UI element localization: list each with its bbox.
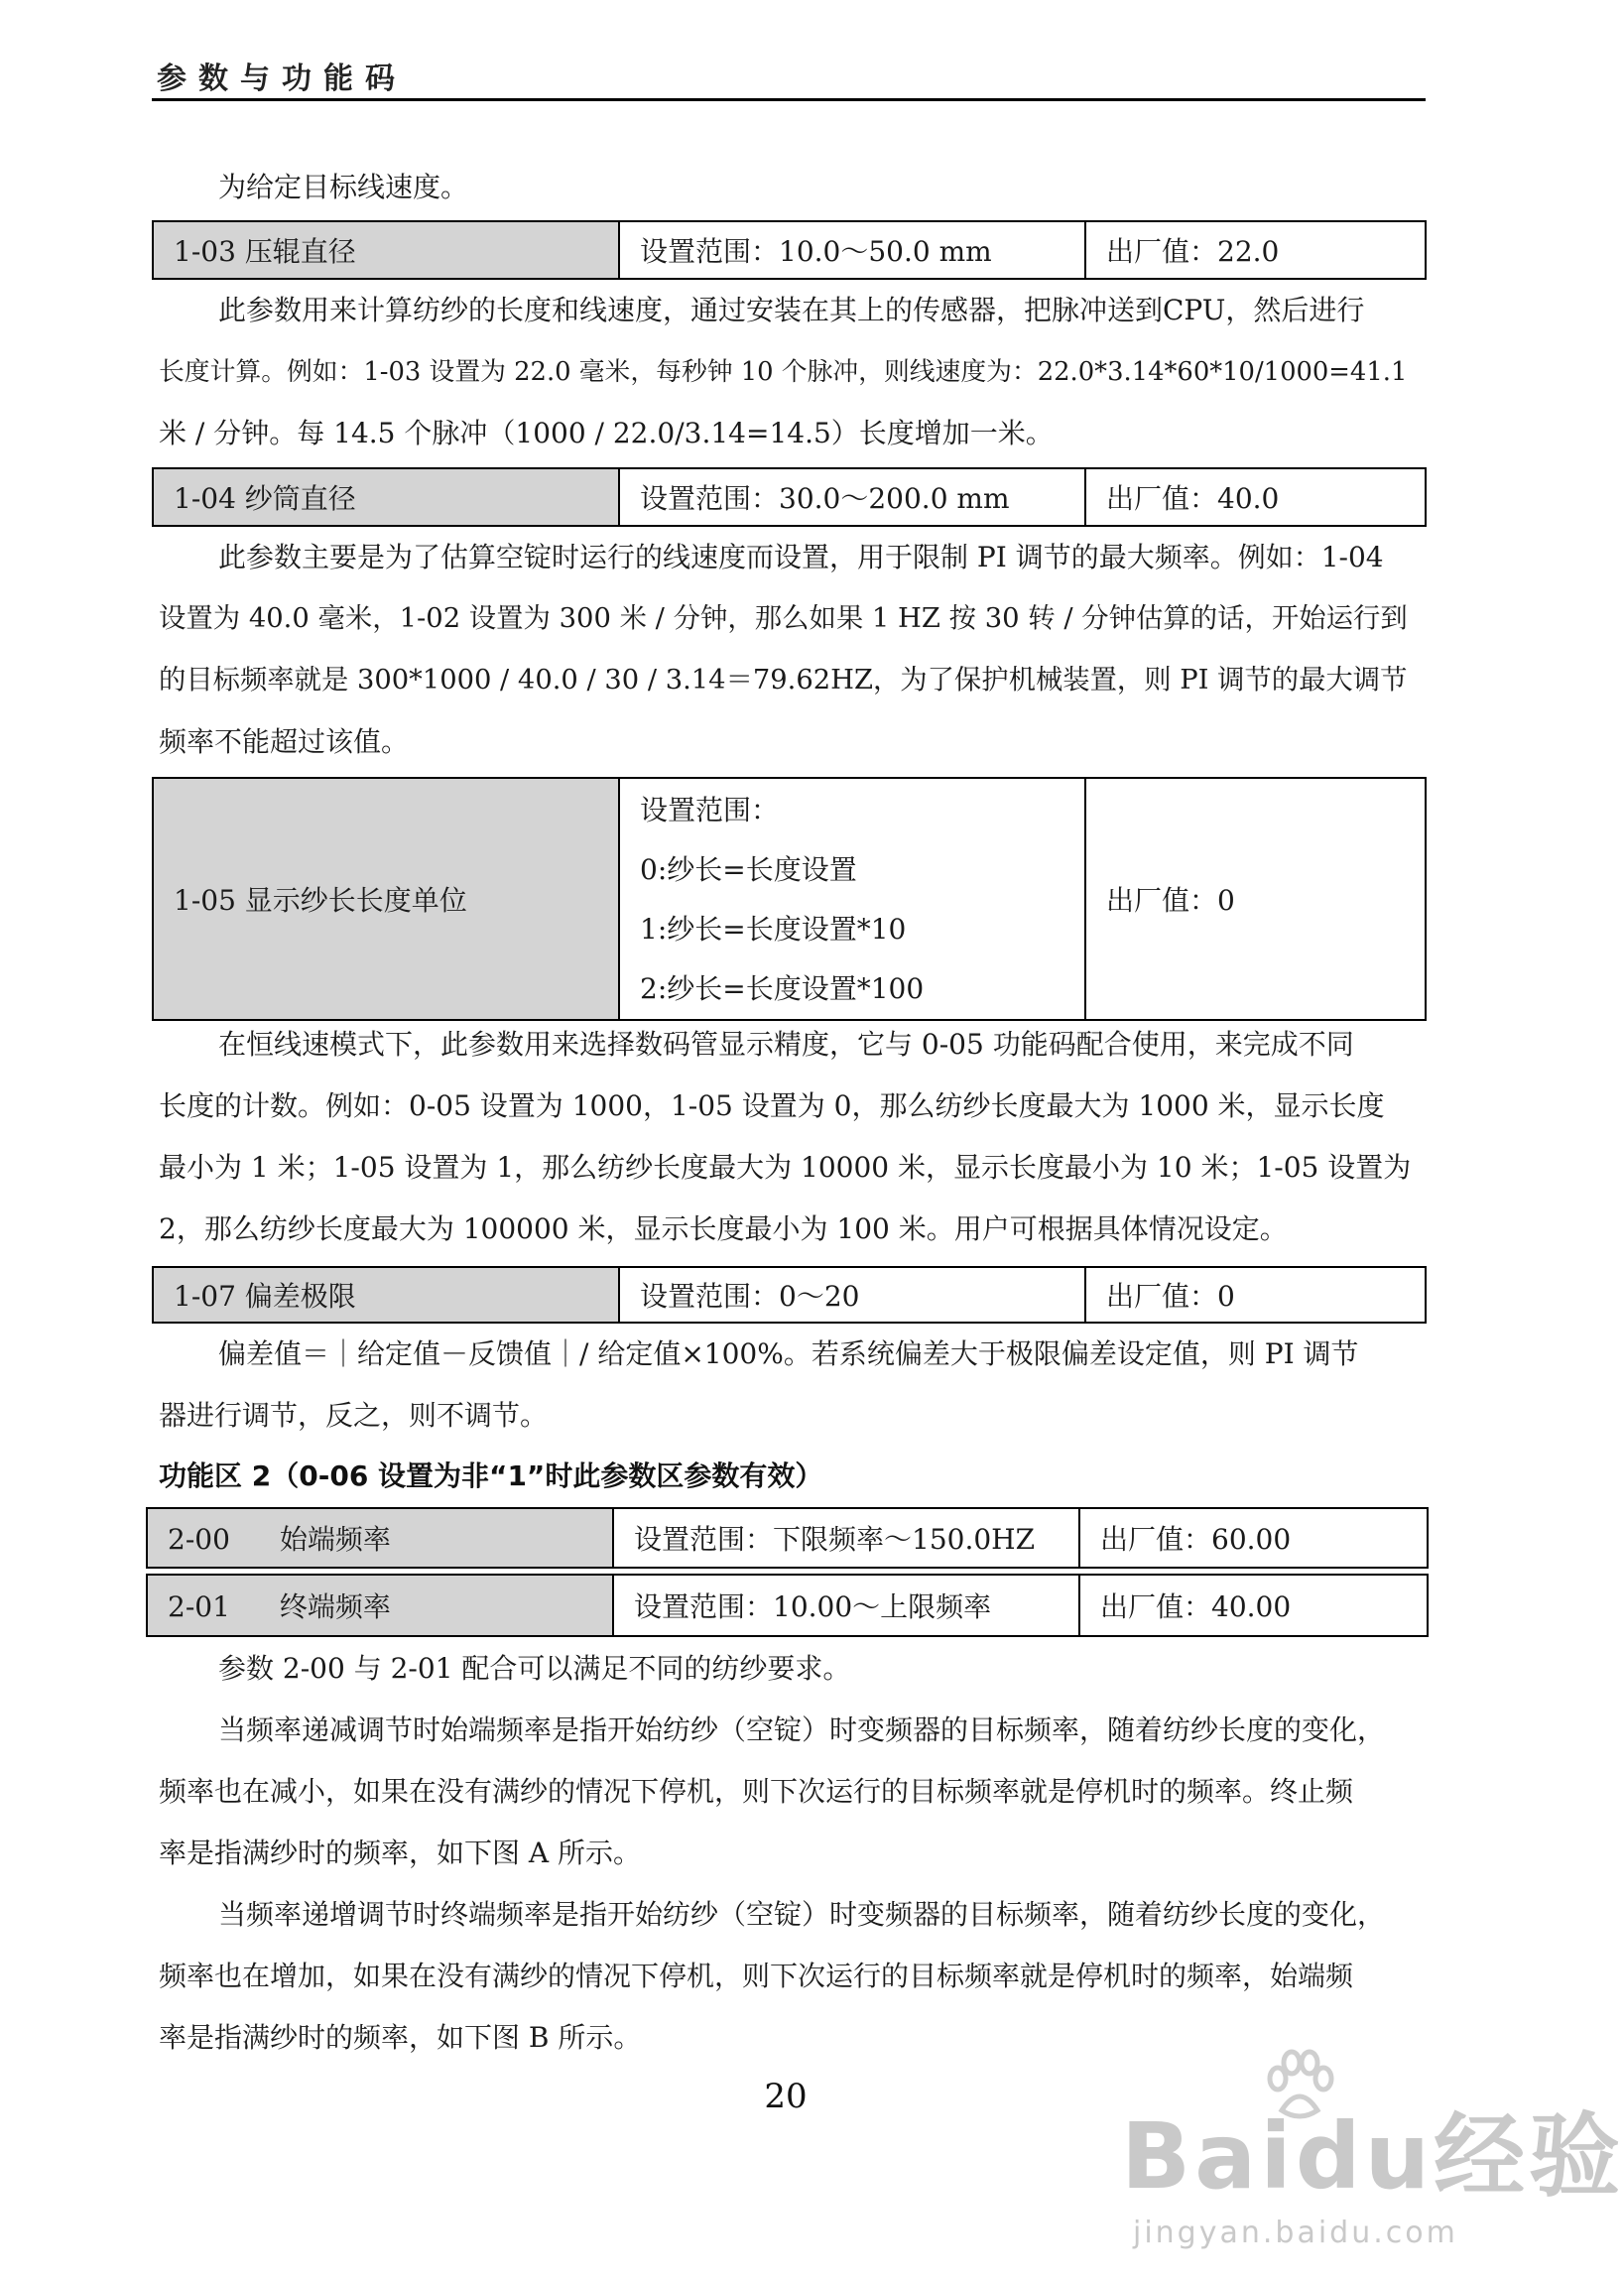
param-1-03-description: [159, 280, 1421, 464]
param-name-cell: [147, 1508, 613, 1568]
text-line: 当频率递增调节时终端频率是指开始纺纱（空锭）时变频器的目标频率，随着纺纱长度的变化，: [218, 1898, 1386, 1931]
param-1-05-description: [159, 1014, 1421, 1260]
param-1-04-description: [159, 527, 1421, 773]
text-line: 频率也在增加，如果在没有满纱的情况下停机，则下次运行的目标频率就是停机时的频率，始端频: [159, 1960, 1354, 1992]
param-range: 设置范围：10.00～上限频率: [613, 1575, 1079, 1636]
param-range: 设置范围：下限频率～150.0HZ: [613, 1508, 1079, 1568]
param-default: 出厂值：60.00: [1079, 1508, 1428, 1568]
text-line: 器进行调节，反之，则不调节。: [159, 1399, 549, 1432]
watermark-url: jingyan.baidu.com: [1133, 2216, 1458, 2250]
text-line: 率是指满纱时的频率，如下图 B 所示。: [159, 2021, 642, 2054]
param-table-2-01: [146, 1574, 1429, 1637]
param-range-label: 设置范围：: [640, 794, 780, 826]
param-name: 1-04 纱筒直径: [153, 468, 619, 526]
param-range-options: [619, 778, 1085, 1020]
param-code: 2-00: [168, 1523, 230, 1556]
param-code: 2-01: [168, 1590, 230, 1623]
param-name: 1-03 压辊直径: [153, 221, 619, 279]
text-line: 为给定目标线速度。: [218, 171, 469, 203]
param-table-1-07: [152, 1266, 1427, 1324]
text-line: 设置为 40.0 毫米，1-02 设置为 300 米 / 分钟，那么如果 1 HZ 按 30 转 / 分钟估算的话，开始运行到: [159, 603, 1408, 634]
param-1-07-description: [159, 1324, 1421, 1447]
text-line: 长度计算。例如：1-03 设置为 22.0 毫米，每秒钟 10 个脉冲，则线速度为：22.0*3.14*60*10/1000=41.1: [159, 357, 1408, 387]
param-name: 1-07 偏差极限: [153, 1267, 619, 1323]
header-rule: [152, 98, 1426, 101]
watermark-brand: Baidu经验: [1121, 2103, 1624, 2210]
param-table-1-05: [152, 777, 1427, 1021]
param-default: 出厂值：0: [1085, 1267, 1426, 1323]
param-range: 设置范围：30.0～200.0 mm: [619, 468, 1085, 526]
text-line: 米 / 分钟。每 14.5 个脉冲（1000 / 22.0/3.14=14.5）长度增加一米。: [159, 417, 1054, 449]
section-2-description: [159, 1638, 1421, 2069]
text-line: 率是指满纱时的频率，如下图 A 所示。: [159, 1837, 642, 1869]
text-line: 频率也在减小，如果在没有满纱的情况下停机，则下次运行的目标频率就是停机时的频率。终止频: [159, 1775, 1354, 1808]
param-name: 始端频率: [279, 1523, 391, 1556]
param-option: 2:纱长=长度设置*100: [640, 972, 925, 1005]
param-table-1-04: [152, 467, 1427, 527]
text-line: 当频率递减调节时始端频率是指开始纺纱（空锭）时变频器的目标频率，随着纺纱长度的变化，: [218, 1713, 1386, 1746]
param-name: 终端频率: [279, 1590, 391, 1623]
text-line: 最小为 1 米；1-05 设置为 1，那么纺纱长度最大为 10000 米，显示长度最小为 10 米；1-05 设置为: [159, 1151, 1412, 1184]
text-line: 频率不能超过该值。: [159, 725, 410, 758]
param-option: 0:纱长=长度设置: [640, 853, 857, 886]
param-table-1-03: [152, 220, 1427, 280]
intro-paragraph: [159, 157, 1421, 218]
text-line: 在恒线速模式下，此参数用来选择数码管显示精度，它与 0-05 功能码配合使用，来完成不同: [218, 1028, 1354, 1061]
text-line: 2，那么纺纱长度最大为 100000 米，显示长度最小为 100 米。用户可根据具体情况设定。: [159, 1212, 1288, 1245]
text-line: 此参数用来计算纺纱的长度和线速度，通过安装在其上的传感器，把脉冲送到CPU，然后进行: [218, 294, 1365, 326]
section-2-title: 功能区 2（0-06 设置为非“1”时此参数区参数有效）: [159, 1459, 823, 1492]
text-line: 的目标频率就是 300*1000 / 40.0 / 30 / 3.14＝79.62HZ，为了保护机械装置，则 PI 调节的最大调节: [159, 665, 1408, 696]
param-default: 出厂值：22.0: [1085, 221, 1426, 279]
page-number: 20: [764, 2077, 808, 2116]
param-default: 出厂值：0: [1085, 778, 1426, 1020]
text-line: 参数 2-00 与 2-01 配合可以满足不同的纺纱要求。: [218, 1652, 851, 1685]
param-name-cell: [147, 1575, 613, 1636]
param-table-2-00: [146, 1507, 1429, 1569]
param-range: 设置范围：0～20: [619, 1267, 1085, 1323]
text-line: 长度的计数。例如：0-05 设置为 1000，1-05 设置为 0，那么纺纱长度最大为 1000 米，显示长度: [159, 1089, 1385, 1122]
param-range: 设置范围：10.0～50.0 mm: [619, 221, 1085, 279]
text-line: 偏差值＝｜给定值－反馈值｜/ 给定值×100%。若系统偏差大于极限偏差设定值，则 PI 调节: [218, 1337, 1359, 1370]
param-default: 出厂值：40.00: [1079, 1575, 1428, 1636]
text-line: 此参数主要是为了估算空锭时运行的线速度而设置，用于限制 PI 调节的最大频率。例如：1-04: [218, 541, 1384, 573]
page-header-title: 参数与功能码: [157, 62, 407, 96]
param-option: 1:纱长=长度设置*10: [640, 913, 907, 946]
param-name: 1-05 显示纱长长度单位: [153, 778, 619, 1020]
param-default: 出厂值：40.0: [1085, 468, 1426, 526]
